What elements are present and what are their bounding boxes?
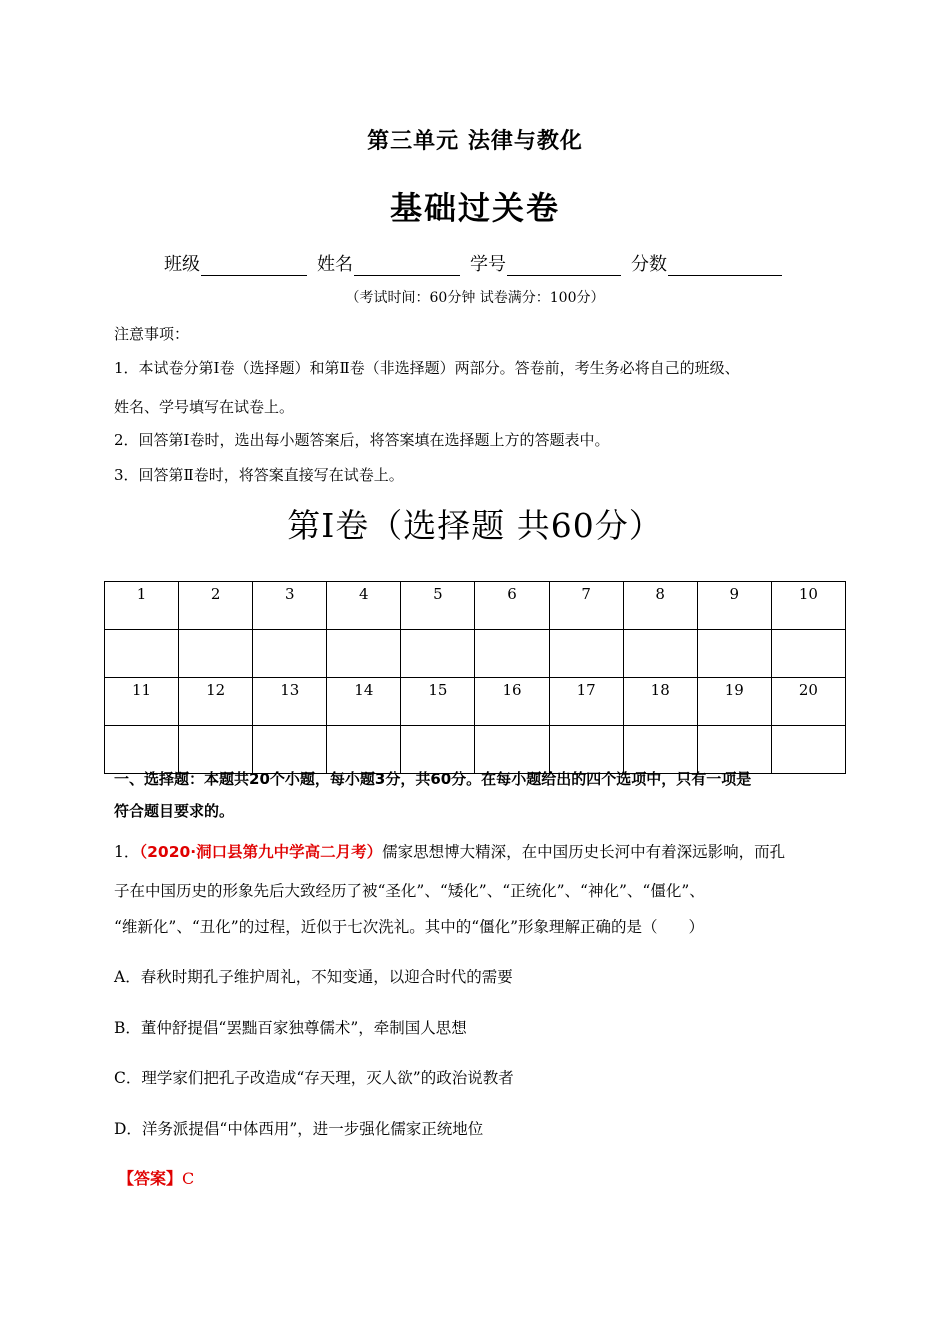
grid-number: 8 <box>623 582 697 630</box>
answer-grid-number-row <box>105 678 846 726</box>
unit-title: 第三单元 法律与教化 <box>367 129 583 154</box>
notice-item-1-cont: 姓名、学号填写在试卷上。 <box>114 398 295 416</box>
grid-number: 3 <box>253 582 327 630</box>
grid-number: 1 <box>105 582 179 630</box>
grid-number: 15 <box>401 678 475 726</box>
answer-cell[interactable] <box>475 726 549 774</box>
question-source: （2020·洞口县第九中学高二月考） <box>139 843 383 861</box>
answer-cell[interactable] <box>253 630 327 678</box>
student-id-blank[interactable] <box>507 257 621 276</box>
score-field <box>631 250 782 276</box>
answer <box>118 1166 194 1189</box>
grid-number: 6 <box>475 582 549 630</box>
grid-number: 19 <box>697 678 771 726</box>
question-1-line-3: “维新化”、“丑化”的过程，近似于七次洗礼。其中的“僵化”形象理解正确的是（ ） <box>114 918 705 936</box>
grid-number: 5 <box>401 582 475 630</box>
answer-cell[interactable] <box>623 726 697 774</box>
name-field <box>317 250 460 276</box>
main-title: 基础过关卷 <box>389 189 560 227</box>
name-blank[interactable] <box>354 257 460 276</box>
answer-cell[interactable] <box>697 726 771 774</box>
answer-cell[interactable] <box>179 726 253 774</box>
grid-number: 12 <box>179 678 253 726</box>
class-field <box>164 250 307 276</box>
answer-cell[interactable] <box>475 630 549 678</box>
answer-cell[interactable] <box>697 630 771 678</box>
answer-cell[interactable] <box>401 630 475 678</box>
section-title: 第Ⅰ卷（选择题 共60分） <box>287 506 663 545</box>
score-blank[interactable] <box>668 257 782 276</box>
answer-cell[interactable] <box>401 726 475 774</box>
question-1-line-1 <box>114 840 785 862</box>
student-id-label: 学号 <box>470 254 506 275</box>
grid-number: 13 <box>253 678 327 726</box>
answer-cell[interactable] <box>105 726 179 774</box>
question-text: 儒家思想博大精深，在中国历史长河中有着深远影响，而孔 <box>382 843 786 861</box>
answer-grid <box>104 581 846 774</box>
student-info-row <box>164 250 782 276</box>
answer-cell[interactable] <box>549 630 623 678</box>
grid-number: 9 <box>697 582 771 630</box>
option-a[interactable]: A．春秋时期孔子维护周礼，不知变通，以迎合时代的需要 <box>114 968 513 986</box>
answer-cell[interactable] <box>253 726 327 774</box>
answer-grid-answer-row <box>105 630 846 678</box>
notice-item-2: 2．回答第Ⅰ卷时，选出每小题答案后，将答案填在选择题上方的答题表中。 <box>114 431 610 449</box>
instructions-line-1: 一、选择题：本题共20个小题，每小题3分，共60分。在每小题给出的四个选项中，只有一项是 <box>114 770 752 788</box>
answer-cell[interactable] <box>623 630 697 678</box>
answer-cell[interactable] <box>771 630 845 678</box>
answer-grid-number-row <box>105 582 846 630</box>
grid-number: 18 <box>623 678 697 726</box>
notice-item-1: 1．本试卷分第Ⅰ卷（选择题）和第Ⅱ卷（非选择题）两部分。答卷前，考生务必将自己的班级、 <box>114 359 740 377</box>
answer-cell[interactable] <box>327 630 401 678</box>
name-label: 姓名 <box>317 254 353 275</box>
option-d[interactable]: D．洋务派提倡“中体西用”，进一步强化儒家正统地位 <box>114 1120 484 1138</box>
class-blank[interactable] <box>201 257 307 276</box>
grid-number: 16 <box>475 678 549 726</box>
exam-meta: （考试时间：60分钟 试卷满分：100分） <box>345 290 605 306</box>
answer-cell[interactable] <box>771 726 845 774</box>
grid-number: 11 <box>105 678 179 726</box>
student-id-field <box>470 250 621 276</box>
grid-number: 10 <box>771 582 845 630</box>
grid-number: 4 <box>327 582 401 630</box>
grid-number: 7 <box>549 582 623 630</box>
question-number: 1． <box>114 843 140 861</box>
answer-cell[interactable] <box>105 630 179 678</box>
grid-number: 17 <box>549 678 623 726</box>
grid-number: 2 <box>179 582 253 630</box>
answer-label: 【答案】 <box>118 1169 183 1188</box>
notice-item-3: 3．回答第Ⅱ卷时，将答案直接写在试卷上。 <box>114 466 404 484</box>
option-b[interactable]: B．董仲舒提倡“罢黜百家独尊儒术”，牵制国人思想 <box>114 1019 467 1037</box>
question-1-line-2: 子在中国历史的形象先后大致经历了被“圣化”、“矮化”、“正统化”、“神化”、“僵化”、 <box>114 882 705 900</box>
option-c[interactable]: C．理学家们把孔子改造成“存天理，灭人欲”的政治说教者 <box>114 1069 514 1087</box>
instructions-line-2: 符合题目要求的。 <box>114 802 235 820</box>
answer-grid-answer-row <box>105 726 846 774</box>
class-label: 班级 <box>164 254 200 275</box>
answer-value: C <box>182 1169 195 1188</box>
score-label: 分数 <box>631 254 667 275</box>
notice-heading: 注意事项： <box>114 325 190 343</box>
answer-cell[interactable] <box>179 630 253 678</box>
answer-cell[interactable] <box>327 726 401 774</box>
answer-cell[interactable] <box>549 726 623 774</box>
grid-number: 20 <box>771 678 845 726</box>
grid-number: 14 <box>327 678 401 726</box>
